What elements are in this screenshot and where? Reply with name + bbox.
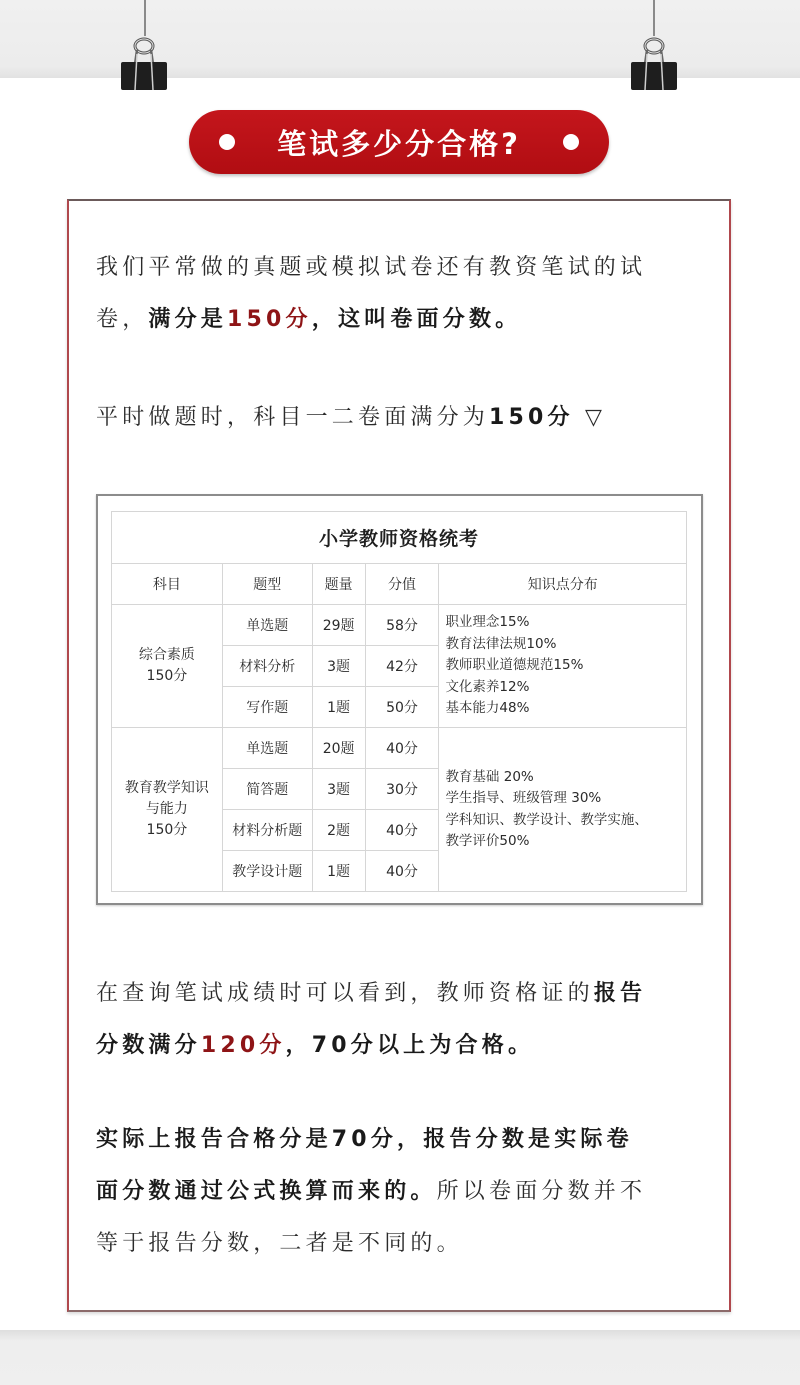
exam-structure-table xyxy=(111,511,687,892)
knowledge-point: 教师职业道德规范15% xyxy=(445,657,584,674)
knowledge-point: 文化素养12% xyxy=(445,678,530,695)
bold-text: 面分数通过公式换算而来的。 xyxy=(96,1179,437,1204)
question-score: 42分 xyxy=(365,646,439,687)
bold-text: 分数满分 xyxy=(96,1033,201,1058)
knowledge-points-cell xyxy=(439,605,687,728)
column-header: 科目 xyxy=(112,564,223,605)
bold-text: 报告 xyxy=(593,981,647,1006)
question-count: 29题 xyxy=(312,605,365,646)
question-count: 1题 xyxy=(312,851,365,892)
binder-clip-left-icon xyxy=(119,28,169,92)
question-count: 1题 xyxy=(312,687,365,728)
bullet-dot-icon xyxy=(219,134,235,150)
knowledge-point: 学科知识、教学设计、教学实施、 xyxy=(445,811,648,828)
paragraph-subject-score xyxy=(96,392,706,444)
banner-title: 笔试多少分合格? xyxy=(277,126,521,161)
bold-text: ，70分以上为合格。 xyxy=(285,1033,535,1058)
table-row xyxy=(112,605,687,646)
question-type: 材料分析题 xyxy=(222,810,312,851)
question-score: 40分 xyxy=(365,851,439,892)
table-caption: 小学教师资格统考 xyxy=(112,512,687,564)
paragraph-exam-score xyxy=(96,242,706,346)
subject-name: 教育教学知识 xyxy=(124,780,209,796)
text-span: 在查询笔试成绩时可以看到，教师资格证的 xyxy=(96,981,594,1006)
subject-name: 综合素质 xyxy=(138,647,195,663)
subject-cell xyxy=(112,605,223,728)
question-type: 教学设计题 xyxy=(222,851,312,892)
subject-cell xyxy=(112,728,223,892)
column-header: 题型 xyxy=(222,564,312,605)
subject-score: 150分 xyxy=(146,668,188,684)
question-score: 40分 xyxy=(365,728,439,769)
knowledge-point: 教学评价50% xyxy=(445,833,530,849)
question-type: 单选题 xyxy=(222,728,312,769)
question-count: 20题 xyxy=(312,728,365,769)
subject-score: 150分 xyxy=(146,822,188,838)
question-count: 2题 xyxy=(312,810,365,851)
column-header: 题量 xyxy=(312,564,365,605)
knowledge-point: 学生指导、班级管理 30% xyxy=(445,790,602,806)
binder-clip-right-icon xyxy=(629,28,679,92)
paragraph-line xyxy=(96,968,706,1020)
question-score: 58分 xyxy=(365,605,439,646)
paragraph-line: 我们平常做的真题或模拟试卷还有教资笔试的试 xyxy=(96,255,647,280)
question-score: 50分 xyxy=(365,687,439,728)
text-span: 所以卷面分数并不 xyxy=(436,1179,647,1204)
knowledge-point: 基本能力48% xyxy=(445,700,530,717)
knowledge-point: 教育法律法规10% xyxy=(445,635,557,652)
question-score: 40分 xyxy=(365,810,439,851)
paragraph-conversion xyxy=(96,1114,706,1270)
column-header: 知识点分布 xyxy=(439,564,687,605)
column-header: 分值 xyxy=(365,564,439,605)
question-type: 材料分析 xyxy=(222,646,312,687)
paragraph-line: 等于报告分数，二者是不同的。 xyxy=(96,1231,463,1256)
bold-text: ，这叫卷面分数。 xyxy=(311,307,522,332)
bold-text: 实际上报告合格分是70分，报告分数是实际卷 xyxy=(96,1127,633,1152)
question-count: 3题 xyxy=(312,769,365,810)
paragraph-line xyxy=(96,1114,706,1166)
subject-name-cont: 与能力 xyxy=(145,801,188,817)
question-score: 30分 xyxy=(365,769,439,810)
knowledge-point: 职业理念15% xyxy=(445,614,530,631)
bottom-grey-band xyxy=(0,1330,800,1385)
paragraph-line xyxy=(96,294,706,346)
question-type: 单选题 xyxy=(222,605,312,646)
question-type: 写作题 xyxy=(222,687,312,728)
highlight-report-score: 120分 xyxy=(200,1033,286,1058)
paragraph-report-score xyxy=(96,968,706,1072)
down-triangle-icon: ▽ xyxy=(573,405,607,430)
highlight-full-score: 150分 xyxy=(227,307,312,332)
knowledge-point: 教育基础 20% xyxy=(445,768,534,785)
paragraph-line xyxy=(96,1020,706,1072)
question-count: 3题 xyxy=(312,646,365,687)
table-header-row xyxy=(112,564,687,605)
bold-text: 150分 xyxy=(489,405,574,430)
exam-structure-table-card xyxy=(96,494,703,905)
bullet-dot-icon xyxy=(563,134,579,150)
paragraph-line xyxy=(96,1166,706,1218)
text-span: 平时做题时，科目一二卷面满分为 xyxy=(96,405,490,430)
table-row xyxy=(112,728,687,769)
paragraph-line xyxy=(96,392,706,444)
question-type: 简答题 xyxy=(222,769,312,810)
bold-text: 满分是 xyxy=(148,307,228,332)
knowledge-points-cell xyxy=(439,728,687,892)
title-banner xyxy=(189,110,609,174)
text-span: 卷， xyxy=(96,307,149,332)
